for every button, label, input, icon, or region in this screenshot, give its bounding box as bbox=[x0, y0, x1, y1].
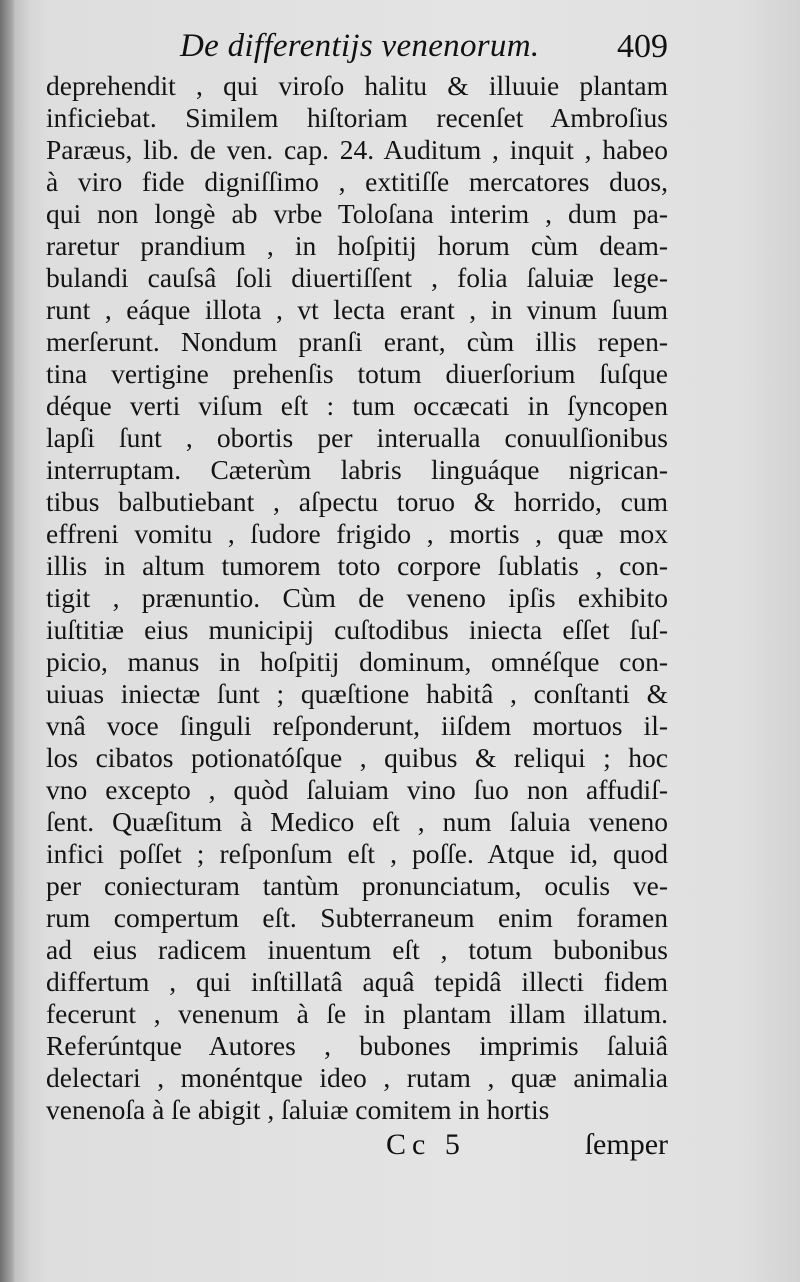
text-line: illis in altum tumorem toto corpore ſublatis , con- bbox=[46, 550, 668, 581]
text-line: effreni vomitu , ſudore frigido , mortis , quæ mox bbox=[46, 518, 668, 549]
running-title: De differentijs venenorum. bbox=[180, 28, 540, 64]
text-line: interruptam. Cæterùm labris linguáque nigrican- bbox=[46, 454, 668, 485]
signature-mark: Cc 5 bbox=[386, 1128, 466, 1161]
text-line: déque verti viſum eſt : tum occæcati in ſyncopen bbox=[46, 390, 668, 421]
text-line: tigit , prænuntio. Cùm de veneno ipſis exhibito bbox=[46, 582, 668, 613]
catchword: ſemper bbox=[584, 1128, 668, 1161]
text-line: qui non longè ab vrbe Toloſana interim , dum pa- bbox=[46, 198, 668, 229]
text-line: lapſi ſunt , obortis per interualla conuulſionibus bbox=[46, 422, 668, 453]
text-line: deprehendit , qui viroſo halitu & illuuie plantam bbox=[46, 70, 668, 101]
text-line: rum compertum eſt. Subterraneum enim foramen bbox=[46, 902, 668, 933]
text-line: inficiebat. Similem hiſtoriam recenſet Ambroſius bbox=[46, 102, 668, 133]
text-line: raretur prandium , in hoſpitij horum cùm deam- bbox=[46, 230, 668, 261]
text-line: delectari , monéntque ideo , rutam , quæ animalia bbox=[46, 1062, 668, 1093]
text-line: tina vertigine prehenſis totum diuerſorium ſuſque bbox=[46, 358, 668, 389]
text-line: per coniecturam tantùm pronunciatum, oculis ve- bbox=[46, 870, 668, 901]
text-line: Referúntque Autores , bubones imprimis ſaluiâ bbox=[46, 1030, 668, 1061]
text-line: infici poſſet ; reſponſum eſt , poſſe. Atque id, quod bbox=[46, 838, 668, 869]
text-line: picio, manus in hoſpitij dominum, omnéſque con- bbox=[46, 646, 668, 677]
body-text bbox=[46, 70, 668, 1126]
text-line: ſent. Quæſitum à Medico eſt , num ſaluia veneno bbox=[46, 806, 668, 837]
text-line: Paræus, lib. de ven. cap. 24. Auditum , inquit , habeo bbox=[46, 134, 668, 165]
text-line: uiuas iniectæ ſunt ; quæſtione habitâ , conſtanti & bbox=[46, 678, 668, 709]
text-line: vnâ voce ſinguli reſponderunt, iiſdem mortuos il- bbox=[46, 710, 668, 741]
page-header bbox=[46, 24, 668, 68]
text-line: tibus balbutiebant , aſpectu toruo & horrido, cum bbox=[46, 486, 668, 517]
page-footer bbox=[46, 1122, 668, 1162]
text-line: differtum , qui inſtillatâ aquâ tepidâ illecti fidem bbox=[46, 966, 668, 997]
text-line: venenoſa à ſe abigit , ſaluiæ comitem in hortis bbox=[46, 1094, 550, 1125]
text-line: bulandi cauſsâ ſoli diuertiſſent , folia ſaluiæ lege- bbox=[46, 262, 668, 293]
text-line: iuſtitiæ eius municipij cuſtodibus iniecta eſſet ſuſ- bbox=[46, 614, 668, 645]
text-line: merſerunt. Nondum pranſi erant, cùm illis repen- bbox=[46, 326, 668, 357]
text-line: los cibatos potionatóſque , quibus & reliqui ; hoc bbox=[46, 742, 668, 773]
text-line: fecerunt , venenum à ſe in plantam illam illatum. bbox=[46, 998, 668, 1029]
page-gutter-shadow bbox=[0, 0, 14, 1282]
text-line: ad eius radicem inuentum eſt , totum bubonibus bbox=[46, 934, 668, 965]
text-line: runt , eáque illota , vt lecta erant , in vinum ſuum bbox=[46, 294, 668, 325]
text-line: vno excepto , quòd ſaluiam vino ſuo non affudiſ- bbox=[46, 774, 668, 805]
page-number: 409 bbox=[617, 28, 668, 65]
text-line: à viro fide digniſſimo , extitiſſe mercatores duos, bbox=[46, 166, 668, 197]
